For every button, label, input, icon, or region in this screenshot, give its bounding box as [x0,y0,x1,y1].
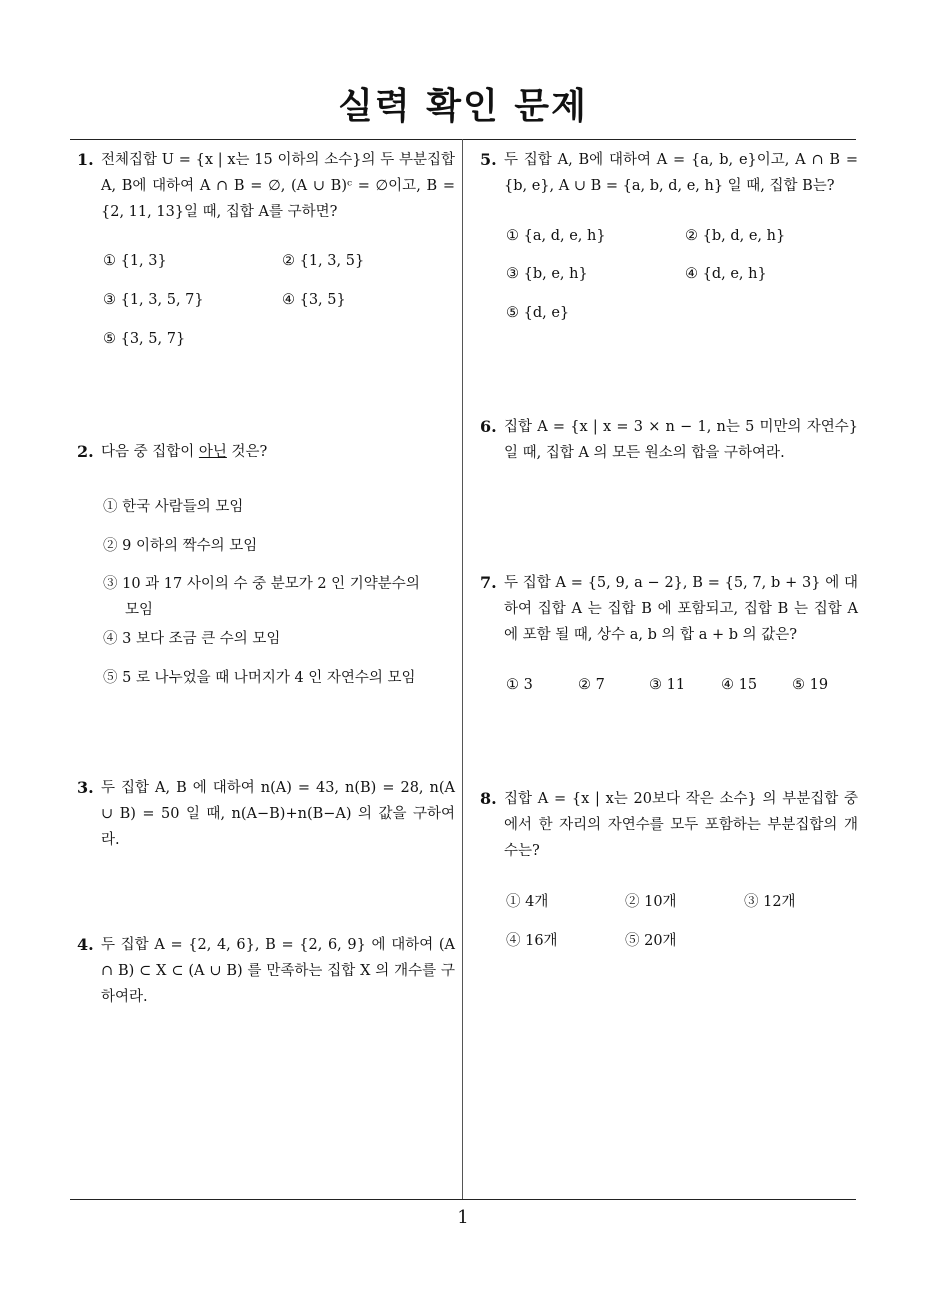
question-number: 6. [480,417,497,436]
question-text: 전체집합 U = {x | x는 15 이하의 소수}의 두 부분집합 A, B에 대하여 A ∩ B = ∅, (A ∪ B)ᶜ = ∅이고, B = {2, 11, 13}일 때, 집합 A를 구하면? [101,152,455,220]
option-1[interactable]: ① 3 [506,677,533,693]
page-number: 1 [457,1207,469,1228]
question-3 [77,775,455,853]
option-3[interactable]: ③ {1, 3, 5, 7} [103,292,204,308]
option-3[interactable]: ③ 12개 [744,894,796,910]
question-7 [480,570,858,648]
option-5[interactable]: ⑤ 5 로 나누었을 때 나머지가 4 인 자연수의 모임 [103,670,416,686]
option-1[interactable]: ① {1, 3} [103,253,167,269]
option-5[interactable]: ⑤ 20개 [625,933,677,949]
option-5[interactable]: ⑤ 19 [792,677,829,693]
question-5 [480,147,858,199]
option-2[interactable]: ② {b, d, e, h} [685,228,786,244]
option-4[interactable]: ④ 15 [721,677,758,693]
question-number: 1. [77,150,94,169]
option-3[interactable]: ③ 10 과 17 사이의 수 중 분모가 2 인 기약분수의 [103,576,420,592]
option-5[interactable]: ⑤ {d, e} [506,305,570,321]
question-number: 8. [480,789,497,808]
option-1[interactable]: ① {a, d, e, h} [506,228,606,244]
option-2[interactable]: ② 9 이하의 짝수의 모임 [103,538,258,554]
question-text: 두 집합 A, B에 대하여 A = {a, b, e}이고, A ∩ B = {b, e}, A ∪ B = {a, b, d, e, h} 일 때, 집합 B는? [504,152,858,194]
option-5[interactable]: ⑤ {3, 5, 7} [103,331,186,347]
column-divider [462,139,463,1199]
option-4[interactable]: ④ {3, 5} [282,292,346,308]
option-1[interactable]: ① 한국 사람들의 모임 [103,499,244,515]
option-4[interactable]: ④ 3 보다 조금 큰 수의 모임 [103,631,281,647]
question-number: 4. [77,935,94,954]
question-text: 집합 A = {x | x = 3 × n − 1, n는 5 미만의 자연수} 일 때, 집합 A 의 모든 원소의 합을 구하여라. [504,419,858,461]
page-title: 실력 확인 문제 [338,86,588,127]
question-number: 5. [480,150,497,169]
option-3-continuation: 모임 [125,602,154,618]
question-6 [480,414,858,466]
question-text: 두 집합 A = {5, 9, a − 2}, B = {5, 7, b + 3} 에 대하여 집합 A 는 집합 B 에 포함되고, 집합 B 는 집합 A 에 포함 될 때, 상수 a, b 의 합 a + b 의 값은? [504,575,858,643]
question-number: 7. [480,573,497,592]
question-text-part: 다음 중 집합이 [101,444,199,460]
underlined-word: 아닌 [198,444,227,460]
question-2 [77,439,455,465]
option-2[interactable]: ② {1, 3, 5} [282,253,365,269]
question-1 [77,147,455,225]
option-2[interactable]: ② 7 [578,677,605,693]
option-1[interactable]: ① 4개 [506,894,549,910]
question-text: 집합 A = {x | x는 20보다 작은 소수} 의 부분집합 중에서 한 자리의 자연수를 모두 포함하는 부분집합의 개수는? [504,791,858,859]
question-text-part: 것은? [226,444,268,460]
question-number: 2. [77,442,94,461]
option-3[interactable]: ③ {b, e, h} [506,266,588,282]
option-4[interactable]: ④ {d, e, h} [685,266,767,282]
top-rule [70,139,856,140]
question-4 [77,932,455,1010]
question-number: 3. [77,778,94,797]
bottom-rule [70,1199,856,1200]
question-text: 두 집합 A, B 에 대하여 n(A) = 43, n(B) = 28, n(A ∪ B) = 50 일 때, n(A−B)+n(B−A) 의 값을 구하여라. [101,780,455,848]
option-4[interactable]: ④ 16개 [506,933,558,949]
question-text: 두 집합 A = {2, 4, 6}, B = {2, 6, 9} 에 대하여 (A ∩ B) ⊂ X ⊂ (A ∪ B) 를 만족하는 집합 X 의 개수를 구하여라. [101,937,455,1005]
option-3[interactable]: ③ 11 [649,677,686,693]
question-8 [480,786,858,864]
option-2[interactable]: ② 10개 [625,894,677,910]
question-text [101,439,455,465]
